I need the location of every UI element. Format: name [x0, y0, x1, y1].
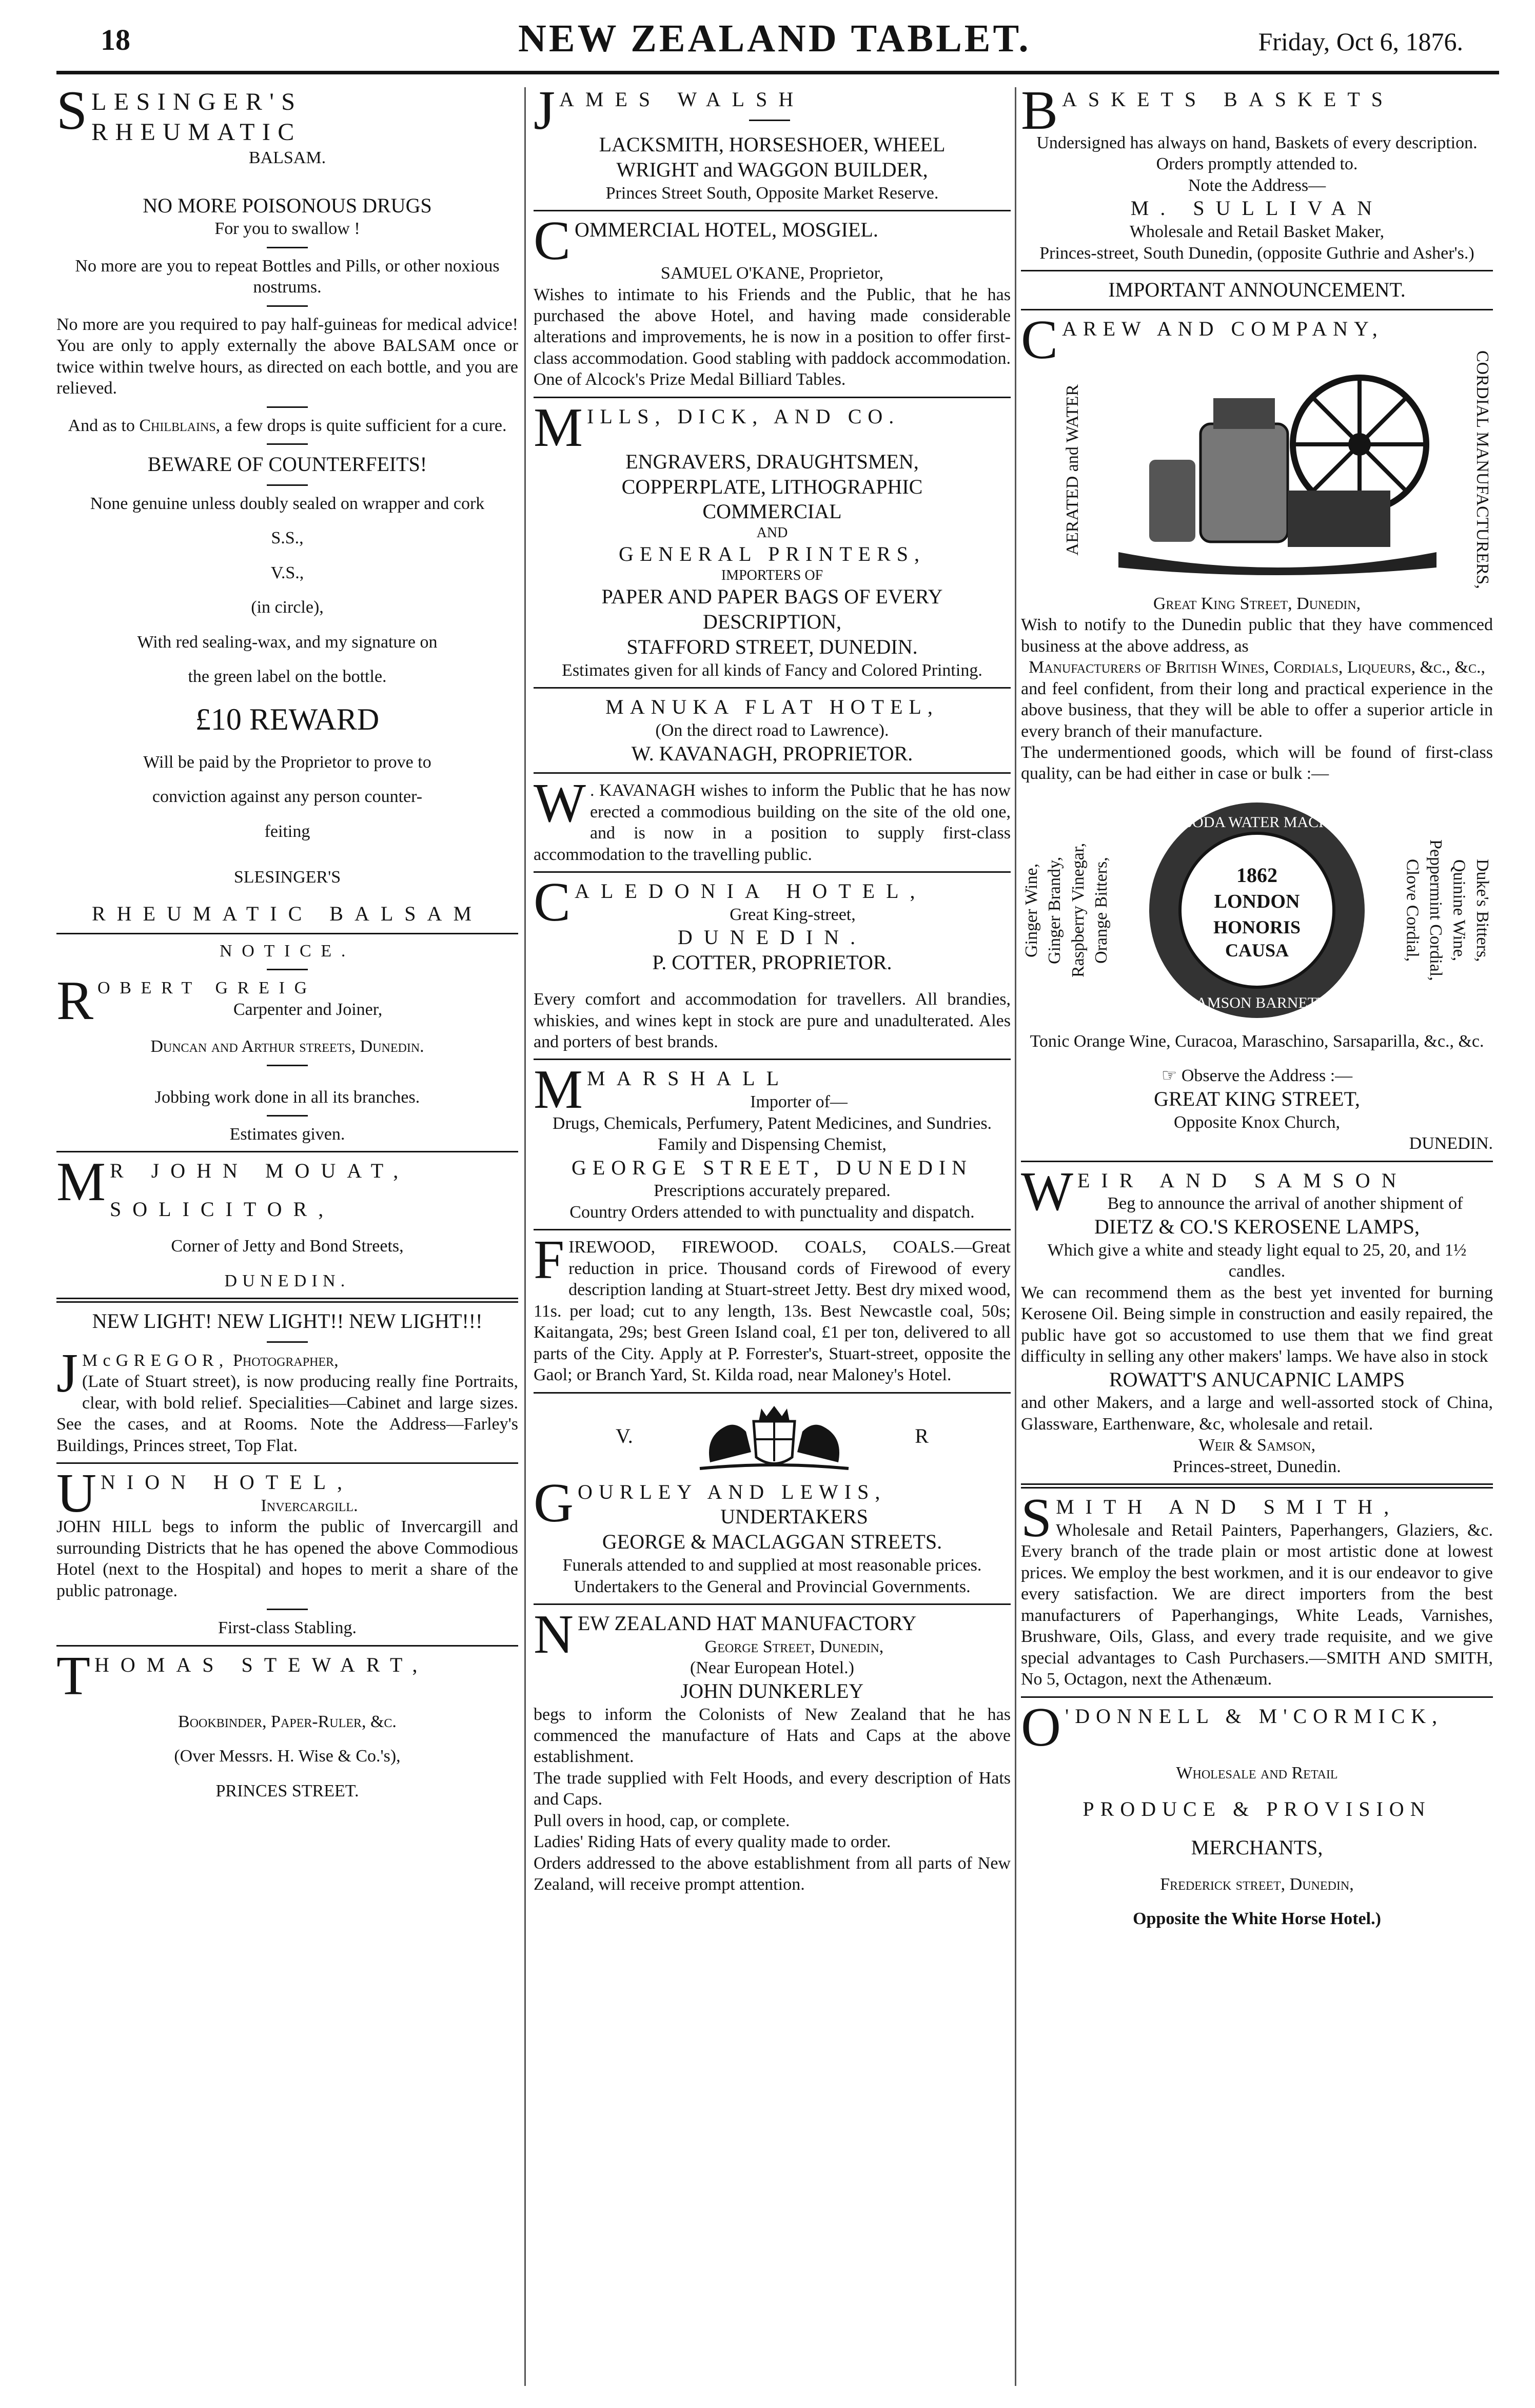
paragraph: Ladies' Riding Hats of every quality made to order. — [534, 1832, 891, 1852]
ad-union-hotel — [56, 1463, 518, 1639]
ad-subtitle: SOLICITOR, — [110, 1198, 335, 1221]
address-line: Great King-street, — [730, 905, 856, 924]
address-line: (Near European Hotel.) — [690, 1658, 854, 1678]
paragraph: Estimates given for all kinds of Fancy and Colored Printing. — [562, 660, 982, 680]
paragraph: begs to inform the Colonists of New Zealand that he has commenced the manufacture of Hats and Caps at the above establishment. — [534, 1705, 1011, 1767]
ad-title: EW ZEALAND HAT MANUFACTORY — [578, 1611, 917, 1635]
medal-year: 1862 — [1236, 863, 1277, 887]
ad-title: ALEDONIA HOTEL, — [575, 879, 927, 903]
paragraph: And as to Chilblains, a few drops is quite sufficient for a cure. — [68, 416, 507, 435]
header-rule — [56, 71, 1499, 74]
product-name: DIETZ & CO.'S KEROSENE LAMPS, — [1094, 1215, 1420, 1238]
address-line: Corner of Jetty and Bond Streets, — [171, 1237, 404, 1256]
reward-heading: £10 REWARD — [195, 702, 380, 736]
ad-title: McGREGOR, Photographer, — [82, 1350, 339, 1370]
town-line: Invercargill. — [261, 1496, 358, 1515]
medal-line: HONORIS — [1213, 916, 1301, 937]
drop-cap: N — [534, 1603, 574, 1665]
address-intro: ☞ Observe the Address :— — [1161, 1066, 1353, 1086]
proprietor-line: M. SULLIVAN — [1130, 197, 1384, 220]
drop-cap: J — [534, 87, 556, 141]
drop-cap: M — [534, 1059, 583, 1121]
paragraph: and other Makers, and a large and well-assorted stock of China, Glassware, Earthenware, &c, wholesale and retail. — [1021, 1393, 1493, 1434]
headline: NEW LIGHT! NEW LIGHT!! NEW LIGHT!!! — [92, 1309, 483, 1333]
mark: (in circle), — [251, 598, 324, 617]
paragraph: Which give a white and steady light equal to 25, 20, and 1½ candles. — [1047, 1240, 1467, 1281]
paragraph: Note the Address— — [1188, 175, 1326, 195]
paragraph: No more are you required to pay half-guineas for medical advice! You are only to apply externally the above BALSAM once or twice within twelve hours, as directed on each bottle, and you are relieved. — [56, 315, 518, 398]
paragraph: IREWOOD, FIREWOOD. COALS, COALS.—Great reduction in price. Thousand cords of Firewood of every description landing at Stuart-street Jetty. Best dry mixed wood, 11s. per load; cut to any length, 13s. Best Newcastle coal, 50s; Kaitangata, 29s; best Green Island coal, £1 per ton, delivered to all parts of the City. Apply at P. Forrester's, Stuart-street, opposite the Gaol; or Branch Yard, St. Kilda road, near Maloney's Hotel. — [534, 1238, 1011, 1385]
ad-title: 'DONNELL & M'CORMICK, — [1065, 1704, 1444, 1728]
paragraph: Jobbing work done in all its branches. — [154, 1087, 420, 1107]
paragraph: . KAVANAGH wishes to inform the Public that he has now erected a commodious building on the site of the old one, and is now in a position to supply first-class accommodation to the travelling public. — [534, 781, 1011, 864]
product-name: RHEUMATIC BALSAM — [91, 902, 483, 925]
trade-line: WRIGHT and WAGGON BUILDER, — [616, 158, 928, 181]
ad-title: OMMERCIAL HOTEL, MOSGIEL. — [575, 218, 878, 242]
paragraph: the green label on the bottle. — [188, 667, 387, 687]
medal-seal-icon — [1144, 797, 1370, 1023]
paragraph: Orders promptly attended to. — [1156, 154, 1358, 174]
trade-line: Bookbinder, Paper-Ruler, &c. — [178, 1712, 397, 1731]
column-divider — [1015, 87, 1016, 2386]
ad-title: OURLEY AND LEWIS, — [578, 1480, 887, 1503]
trade-line: COPPERPLATE, LITHOGRAPHIC — [621, 475, 923, 498]
paragraph: JOHN HILL begs to inform the public of Invercargill and surrounding Districts that he has opened the above Commodious Hotel (next to the Hospital) and hopes to merit a share of the public patronage. — [56, 1517, 518, 1600]
ad-title: ILLS, DICK, AND CO. — [587, 404, 900, 428]
paragraph: Wish to notify to the Dunedin public that they have commenced business at the above address, as — [1021, 615, 1493, 656]
trade-line: MERCHANTS, — [1191, 1835, 1323, 1859]
paragraph: Estimates given. — [229, 1124, 345, 1144]
address-line: DUNEDIN. — [677, 926, 867, 949]
mark: S.S., — [271, 528, 304, 548]
drop-cap: C — [534, 210, 571, 272]
ad-title: MARSHALL — [587, 1067, 791, 1090]
proprietor-line: SAMUEL O'KANE, Proprietor, — [660, 264, 884, 283]
product-name: SLESINGER'S — [233, 868, 341, 887]
royal-crest-icon — [690, 1401, 859, 1473]
ad-hat-manufactory — [534, 1603, 1011, 1895]
address-line: DUNEDIN. — [224, 1271, 350, 1290]
column-2 — [534, 87, 1011, 2396]
paragraph: First-class Stabling. — [218, 1618, 357, 1638]
medal-city: LONDON — [1214, 890, 1300, 912]
paragraph: Undertakers to the General and Provincial Governments. — [574, 1577, 971, 1596]
address-line: Princes Street South, Opposite Market Reserve. — [605, 183, 939, 203]
product-list-item: Raspberry Vinegar, — [1068, 843, 1088, 978]
paragraph: Prescriptions accurately prepared. — [654, 1181, 891, 1201]
paragraph: The undermentioned goods, which will be found of first-class quality, can be had either in case or bulk :— — [1021, 743, 1493, 784]
paragraph: Tonic Orange Wine, Curacoa, Maraschino, Sarsaparilla, &c., &c. — [1030, 1031, 1484, 1051]
ad-baskets — [1021, 87, 1493, 264]
drop-cap: F — [534, 1229, 565, 1291]
ad-slesinger — [56, 87, 518, 927]
address-line: George Street, Dunedin, — [704, 1637, 884, 1656]
side-label: AERATED and WATER — [1063, 384, 1083, 556]
paragraph: Orders addressed to the above establishment from all parts of New Zealand, will receive prompt attention. — [534, 1853, 1011, 1894]
ad-odonnell-mccormick — [1021, 1696, 1493, 1930]
address-line: PRINCES STREET. — [215, 1781, 359, 1800]
paragraph: Wholesale and Retail Painters, Paperhangers, Glaziers, &c. Every branch of the trade plain or most artistic done at lowest prices. We employ the best workmen, and it is our endeavor to give every satisfaction. We are direct importers from the best manufacturers of Paperhangings, White Leads, Varnishes, Brushware, Oils, Glass, and every trade requisite, and we give special advantages to Cash Purchasers.—SMITH AND SMITH, No 5, Octagon, next the Athenæum. — [1021, 1520, 1493, 1689]
drop-cap: W — [1021, 1161, 1073, 1222]
proprietor-line: P. COTTER, PROPRIETOR. — [652, 951, 892, 974]
ad-manuka-flat — [534, 695, 1011, 865]
medal-top-text: FOR SODA WATER MACHINES — [1150, 813, 1364, 831]
paragraph: and feel confident, from their long and practical experience in the above business, that they will be able to offer a superior article in every branch of their manufacture. — [1021, 679, 1493, 741]
address-line: Duncan and Arthur streets, Dunedin. — [150, 1037, 424, 1056]
proprietor-line: JOHN DUNKERLEY — [680, 1679, 864, 1702]
mark: V.S., — [270, 563, 304, 582]
crest-left-letter: V. — [616, 1424, 633, 1448]
paragraph: With red sealing-wax, and my signature on — [137, 632, 438, 652]
paragraph: Drugs, Chemicals, Perfumery, Patent Medicines, and Sundries. Family and Dispensing Chemist, — [552, 1113, 992, 1154]
paragraph: We can recommend them as the best yet invented for burning Kerosene Oil. Being simple in construction and easily repaired, the public have got so accustomed to use them that we find great difficulty in selling any other makers' lamps. We have also in stock — [1021, 1283, 1493, 1366]
trade-line: ENGRAVERS, DRAUGHTSMEN, — [625, 449, 919, 473]
headline: IMPORTANT ANNOUNCEMENT. — [1108, 278, 1406, 302]
ad-marshall — [534, 1059, 1011, 1223]
ad-mouat — [56, 1151, 518, 1291]
ad-firewood — [534, 1229, 1011, 1385]
paragraph: None genuine unless doubly sealed on wrapper and cork — [90, 494, 485, 513]
ad-walsh — [534, 87, 1011, 204]
trade-line: UNDERTAKERS — [720, 1505, 868, 1529]
page-header — [0, 0, 1535, 77]
address-line: GEORGE STREET, DUNEDIN — [571, 1156, 973, 1179]
ad-title: AMES WALSH — [559, 88, 805, 111]
paragraph: The trade supplied with Felt Hoods, and every description of Hats and Caps. — [534, 1768, 1011, 1809]
paragraph: conviction against any person counter- — [152, 787, 423, 807]
address-line: Opposite the White Horse Hotel.) — [1133, 1909, 1381, 1929]
drop-cap: M — [534, 397, 583, 458]
drop-cap: R — [56, 970, 94, 1032]
notice-heading: NOTICE. — [219, 941, 356, 961]
paragraph: Funerals attended to and supplied at most reasonable prices. — [562, 1556, 982, 1575]
drop-cap: C — [1021, 309, 1058, 370]
trade-line: LACKSMITH, HORSESHOER, WHEEL — [599, 133, 946, 156]
ad-mills-dick — [534, 397, 1011, 681]
medal-bottom-text: SAMSON BARNETT — [1187, 994, 1327, 1011]
ad-title: R JOHN MOUAT, — [110, 1159, 410, 1183]
ad-smith-smith — [1021, 1487, 1493, 1690]
headline: BEWARE OF COUNTERFEITS! — [147, 453, 427, 476]
address-line: Opposite Knox Church, — [1174, 1112, 1340, 1132]
subline: For you to swallow ! — [214, 219, 360, 239]
drop-cap: W — [534, 773, 586, 834]
trade-line: GENERAL PRINTERS, — [618, 542, 926, 566]
address-line: Frederick street, Dunedin, — [1160, 1874, 1354, 1894]
product-list-item: Ginger Wine, — [1022, 863, 1041, 957]
headline: NO MORE POISONOUS DRUGS — [143, 193, 432, 217]
ad-carew — [1021, 278, 1493, 1154]
address-line: STAFFORD STREET, DUNEDIN. — [626, 635, 918, 658]
paragraph: Manufacturers of British Wines, Cordials, Liqueurs, &c., &c., — [1028, 658, 1485, 677]
trade-line: PRODUCE & PROVISION — [1083, 1797, 1431, 1821]
side-label: CORDIAL MANUFACTURERS, — [1472, 350, 1492, 590]
trade-line: COMMERCIAL — [702, 500, 842, 523]
drop-cap: B — [1021, 87, 1058, 141]
trade-line: Wholesale and Retail — [1176, 1763, 1338, 1783]
product-list-item: Ginger Brandy, — [1045, 856, 1065, 964]
address-line: DUNEDIN. — [1409, 1134, 1493, 1153]
ad-title: AREW AND COMPANY, — [1062, 317, 1384, 340]
address-line: (Over Messrs. H. Wise & Co.'s), — [174, 1747, 401, 1766]
ad-stewart — [56, 1645, 518, 1802]
trade-line: AND — [756, 525, 788, 541]
paragraph: (Late of Stuart street), is now producing really fine Portraits, clear, with bold relief. Specialities—Cabinet and large sizes. See the cases, and at Rooms. Note the Address—Farley's Buildings, Princes street, Top Flat. — [56, 1372, 518, 1455]
column-divider — [524, 87, 526, 2386]
address-line: Great King Street, Dunedin, — [1153, 594, 1361, 613]
address-line: Princes-street, South Dunedin, (opposite Guthrie and Asher's.) — [1039, 243, 1474, 263]
address-line: Princes-street, Dunedin. — [1173, 1457, 1341, 1476]
ad-title: ASKETS BASKETS — [1062, 88, 1394, 111]
drop-cap: M — [56, 1151, 106, 1213]
ad-subtitle: BALSAM. — [248, 148, 326, 168]
address-line: GEORGE & MACLAGGAN STREETS. — [602, 1530, 942, 1554]
paragraph: feiting — [264, 821, 310, 841]
issue-date: Friday, Oct 6, 1876. — [1258, 27, 1463, 56]
drop-cap: O — [1021, 1696, 1061, 1758]
subline: Importer of— — [750, 1092, 848, 1112]
column-3 — [1021, 87, 1493, 2396]
ad-gourley-lewis — [534, 1401, 1011, 1597]
trade-line: Wholesale and Retail Basket Maker, — [1129, 222, 1385, 242]
drop-cap: J — [56, 1342, 78, 1404]
trade-line: IMPORTERS OF — [721, 567, 823, 584]
product-list-item: Peppermint Cordial, — [1426, 839, 1446, 981]
ad-title: LESINGER'S RHEUMATIC — [91, 88, 303, 146]
paragraph: Wishes to intimate to his Friends and the Public, that he has purchased the above Hotel, and having made considerable alterations and improvements, he is now in a position to offer first-class accommodation. Good stabling with paddock accommodation. One of Alcock's Prize Medal Billiard Tables. — [534, 285, 1011, 389]
masthead: NEW ZEALAND TABLET. — [518, 17, 1031, 60]
paragraph: Undersigned has always on hand, Baskets of every description. — [1036, 133, 1478, 152]
pointing-hand-icon: ☞ — [1161, 1066, 1177, 1086]
address-line: GREAT KING STREET, — [1154, 1087, 1360, 1110]
drop-cap: C — [534, 872, 571, 933]
paragraph: No more are you to repeat Bottles and Pills, or other noxious nostrums. — [75, 256, 500, 297]
crest-right-letter: R — [915, 1424, 929, 1448]
ad-title: NION HOTEL, — [101, 1471, 354, 1494]
trade-line: Carpenter and Joiner, — [233, 1000, 383, 1019]
product-list-item: Clove Cordial, — [1403, 858, 1422, 962]
drop-cap: S — [56, 87, 88, 141]
soda-machine-illustration — [1113, 357, 1442, 583]
drop-cap: T — [56, 1645, 90, 1707]
product-list-item: Quinine Wine, — [1449, 859, 1469, 962]
paragraph: Every comfort and accommodation for travellers. All brandies, whiskies, and wines kept in stock are pure and unadulterated. Ales and porters of best brands. — [534, 990, 1011, 1051]
trade-line: PAPER AND PAPER BAGS OF EVERY DESCRIPTION, — [601, 585, 943, 634]
ad-greig — [56, 970, 518, 1145]
signature-line: Weir & Samson, — [1198, 1436, 1316, 1455]
ad-weir-samson — [1021, 1161, 1493, 1478]
ad-title: MANUKA FLAT HOTEL, — [605, 695, 939, 719]
drop-cap: U — [56, 1463, 96, 1524]
paragraph: Country Orders attended to with punctuality and dispatch. — [569, 1202, 975, 1222]
drop-cap: S — [1021, 1487, 1052, 1549]
ad-caledonia-hotel — [534, 872, 1011, 1052]
product-list-item: Orange Bitters, — [1092, 857, 1111, 964]
subline: (On the direct road to Lawrence). — [655, 721, 889, 740]
ad-title: EIR AND SAMSON — [1077, 1168, 1408, 1192]
drop-cap: G — [534, 1472, 574, 1534]
column-1 — [56, 87, 518, 2396]
paragraph: Will be paid by the Proprietor to prove to — [143, 752, 431, 772]
ad-title: OBERT GREIG — [97, 978, 317, 998]
medal-line: CAUSA — [1225, 939, 1289, 961]
subline: Beg to announce the arrival of another shipment of — [1107, 1194, 1463, 1213]
page-number: 18 — [101, 23, 130, 56]
ad-mcgregor — [56, 1309, 518, 1456]
product-name: ROWATT'S ANUCAPNIC LAMPS — [1109, 1367, 1405, 1391]
product-list-item: Duke's Bitters, — [1473, 858, 1492, 962]
proprietor-line: W. KAVANAGH, PROPRIETOR. — [631, 741, 913, 765]
ad-commercial-hotel — [534, 210, 1011, 390]
paragraph: Pull overs in hood, cap, or complete. — [534, 1811, 790, 1830]
ad-title: HOMAS STEWART, — [94, 1653, 429, 1676]
ad-title: MITH AND SMITH, — [1056, 1495, 1401, 1519]
